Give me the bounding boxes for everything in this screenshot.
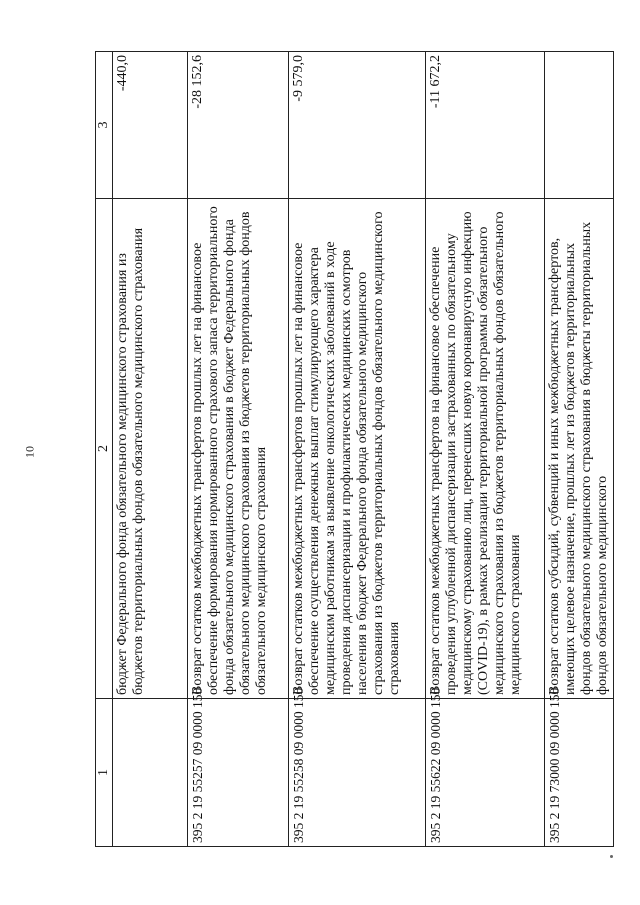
amount-cell: -440,0: [113, 52, 188, 199]
amount-cell: -28 152,6: [188, 52, 289, 199]
table-header-row: [96, 52, 113, 847]
scan-speck: [610, 855, 613, 858]
description-cell: бюджет Федерального фонда обязательного медицинского страхования из бюджетов территориальных фондов обязательного медицинского страхования: [113, 199, 188, 699]
budget-table: [95, 51, 614, 847]
table-row: [545, 52, 614, 847]
budget-code-cell: 395 2 19 73000 09 0000 150: [545, 699, 614, 847]
budget-code-cell: 395 2 19 55257 09 0000 150: [188, 699, 289, 847]
column-header-description: 2: [96, 199, 113, 699]
column-header-amount: 3: [96, 52, 113, 199]
budget-code-cell: [113, 699, 188, 847]
table-row: [289, 52, 426, 847]
description-cell: Возврат остатков межбюджетных трансфертов на финансовое обеспечение проведения углубленной диспансеризации застрахованных по обязательному медицинскому страхованию лиц, перенесших новую коронавирусную инфекцию (COVID-19), в рамках реализации территориальной программы обязательного медицинского страхования из бюджетов территориальных фондов обязательного медицинского страхования: [426, 199, 545, 699]
amount-cell: [545, 52, 614, 199]
table-row: [426, 52, 545, 847]
amount-cell: -9 579,0: [289, 52, 426, 199]
table-row: [188, 52, 289, 847]
page-number: 10: [22, 446, 37, 458]
budget-code-cell: 395 2 19 55622 09 0000 150: [426, 699, 545, 847]
column-header-code: 1: [96, 699, 113, 847]
amount-cell: -11 672,2: [426, 52, 545, 199]
description-cell: Возврат остатков межбюджетных трансфертов прошлых лет на финансовое обеспечение формирования нормированного страхового запаса территориального фонда обязательного медицинского страхования в бюджет Федерального фонда обязательного медицинского страхования из бюджетов территориальных фондов обязательного медицинского страхования: [188, 199, 289, 699]
budget-code-cell: 395 2 19 55258 09 0000 150: [289, 699, 426, 847]
rotated-page-content: [95, 52, 610, 847]
description-cell: Возврат остатков межбюджетных трансфертов прошлых лет на финансовое обеспечение осуществления денежных выплат стимулирующего характера медицинским работникам за выявление онкологических заболеваний в ходе проведения диспансеризации и профилактических медицинских осмотров населения в бюджет Федерального фонда обязательного медицинского страхования из бюджетов территориальных фондов обязательного медицинского страхования: [289, 199, 426, 699]
description-cell: Возврат остатков субсидий, субвенций и иных межбюджетных трансфертов, имеющих целевое назначение, прошлых лет из бюджетов территориальных фондов обязательного медицинского страхования в бюджеты территориальных фондов обязательного медицинского: [545, 199, 614, 699]
table-row: [113, 52, 188, 847]
